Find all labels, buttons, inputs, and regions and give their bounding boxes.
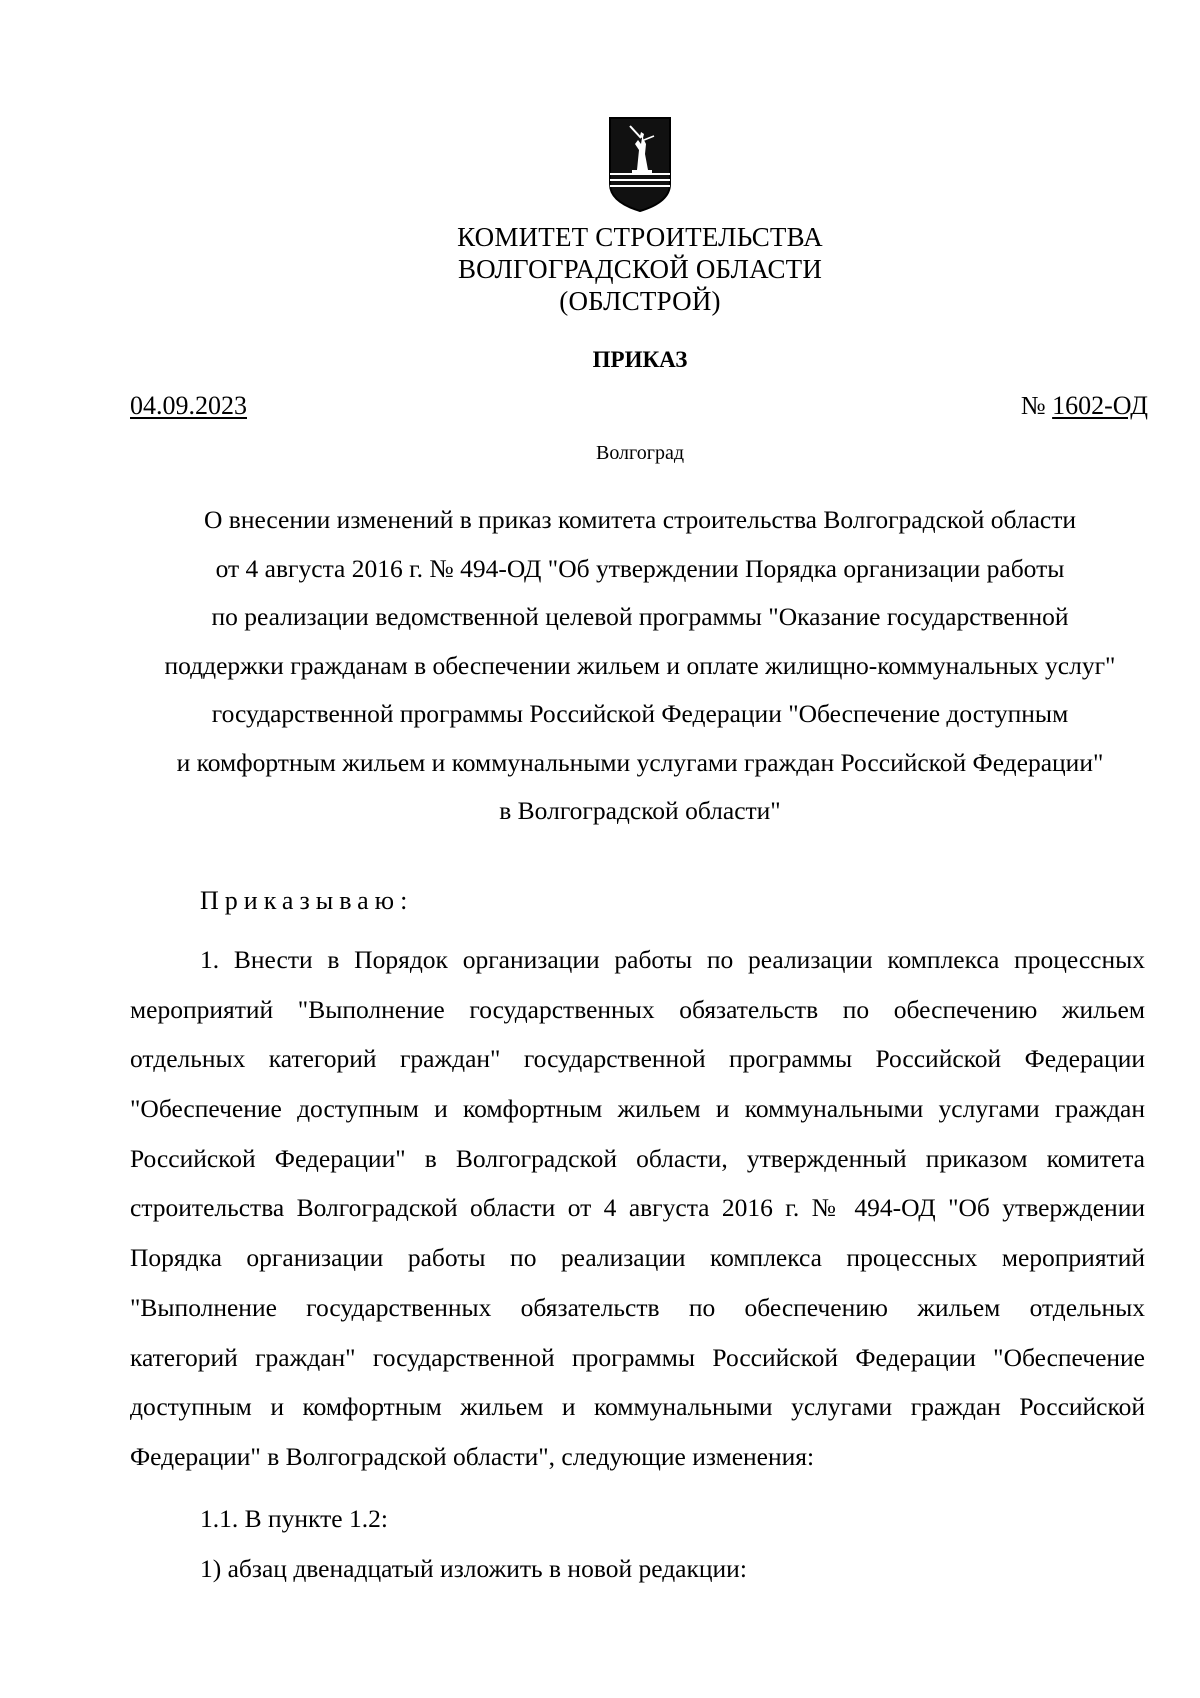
paragraph-line: отдельных категорий граждан" государственной программы Российской Федерации bbox=[130, 1044, 1145, 1074]
paragraph-line: Порядка организации работы по реализации комплекса процессных мероприятий bbox=[130, 1243, 1145, 1273]
number-value: 1602-ОД bbox=[1052, 391, 1148, 420]
paragraph-line: "Обеспечение доступным и комфортным жильем и коммунальными услугами граждан bbox=[130, 1094, 1145, 1124]
org-line-3: (ОБЛСТРОЙ) bbox=[559, 286, 721, 316]
title-line: поддержки гражданам в обеспечении жильем и оплате жилищно-коммунальных услуг" bbox=[164, 650, 1116, 680]
document-city: Волгоград bbox=[595, 442, 685, 464]
order-directive: Приказываю: bbox=[200, 886, 414, 915]
paragraph-line: категорий граждан" государственной программы Российской Федерации "Обеспечение bbox=[130, 1342, 1145, 1372]
org-line-1: КОМИТЕТ СТРОИТЕЛЬСТВА bbox=[457, 222, 823, 252]
title-line: государственной программы Российской Федерации "Обеспечение доступным bbox=[211, 699, 1069, 728]
title-line: в Волгоградской области" bbox=[499, 796, 781, 825]
title-line: О внесении изменений в приказ комитета строительства Волгоградской области bbox=[203, 505, 1076, 534]
paragraph-line: "Выполнение государственных обязательств по обеспечению жильем отдельных bbox=[130, 1292, 1145, 1322]
document-type: ПРИКАЗ bbox=[592, 347, 688, 372]
item-1: 1) абзац двенадцатый изложить в новой редакции: bbox=[200, 1554, 747, 1583]
paragraph-line: Российской Федерации" в Волгоградской области, утвержденный приказом комитета bbox=[130, 1143, 1145, 1173]
paragraph-line: Федерации" в Волгоградской области", следующие изменения: bbox=[130, 1441, 815, 1471]
paragraph-1 bbox=[130, 935, 1145, 1482]
organization-name bbox=[0, 221, 1200, 317]
volgograd-coat-of-arms-icon bbox=[604, 114, 676, 214]
document-title bbox=[130, 496, 1150, 836]
paragraph-line: строительства Волгоградской области от 4 августа 2016 г. № 494-ОД "Об утверждении bbox=[130, 1193, 1145, 1223]
paragraph-line: 1. Внести в Порядок организации работы по реализации комплекса процессных bbox=[200, 945, 1145, 974]
document-date: 04.09.2023 bbox=[130, 391, 247, 420]
paragraph-line: доступным и комфортным жильем и коммунальными услугами граждан Российской bbox=[130, 1392, 1145, 1422]
title-line: по реализации ведомственной целевой программы "Оказание государственной bbox=[211, 602, 1069, 631]
number-prefix: № bbox=[1020, 391, 1053, 420]
paragraph-line: мероприятий "Выполнение государственных обязательств по обеспечению жильем bbox=[130, 994, 1145, 1024]
document-number bbox=[1021, 390, 1148, 422]
title-line: от 4 августа 2016 г. № 494-ОД "Об утверждении Порядка организации работы bbox=[215, 553, 1065, 583]
org-line-2: ВОЛГОГРАДСКОЙ ОБЛАСТИ bbox=[457, 254, 823, 284]
item-1-1: 1.1. В пункте 1.2: bbox=[200, 1504, 388, 1533]
title-line: и комфортным жильем и коммунальными услугами граждан Российской Федерации" bbox=[176, 747, 1104, 777]
